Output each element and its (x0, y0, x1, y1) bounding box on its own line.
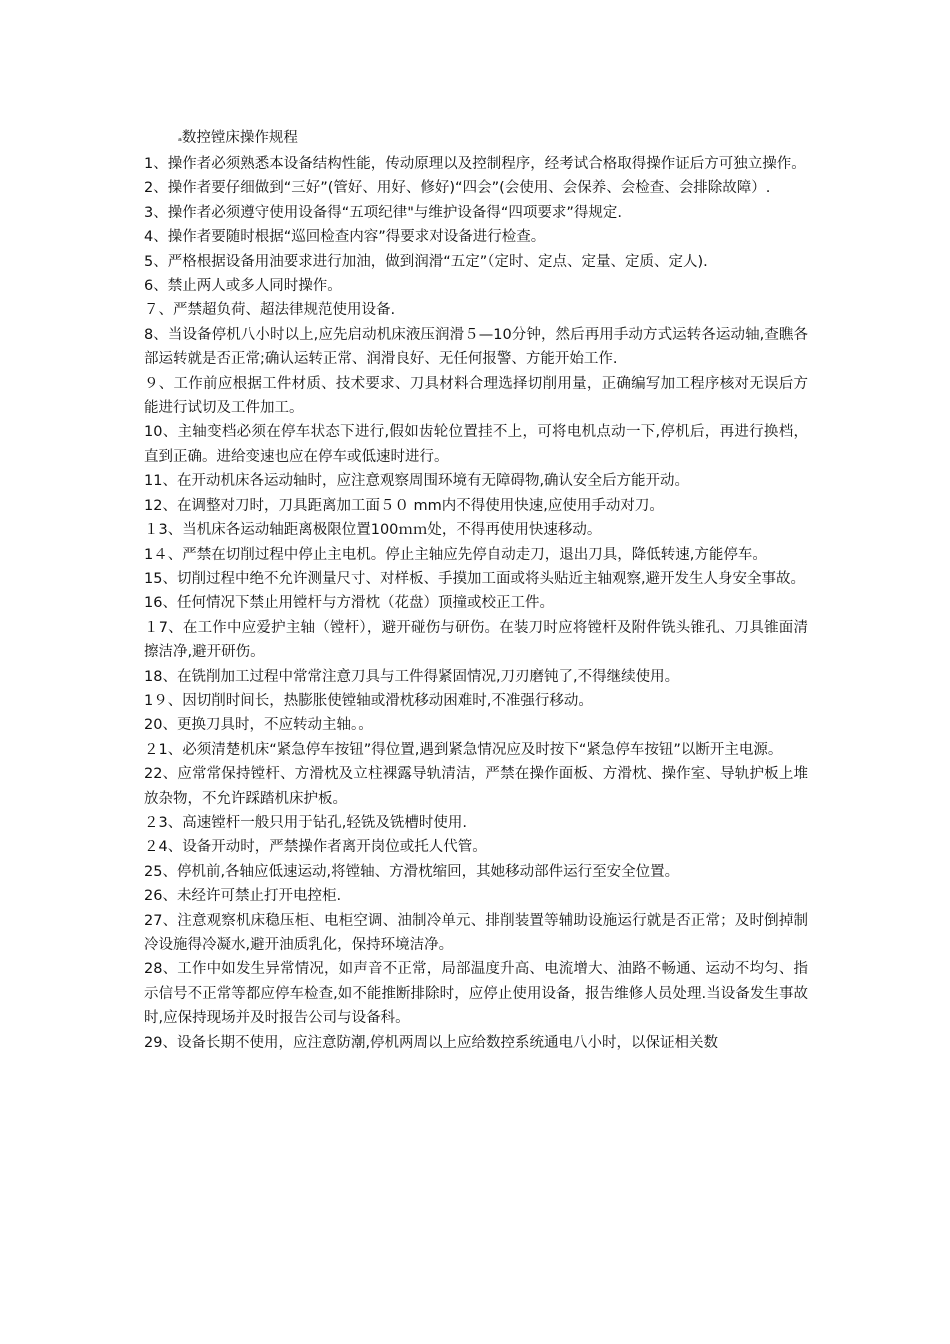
rule-item: 26、未经许可禁止打开电控柜. (144, 888, 342, 905)
rule-item: 1、操作者必须熟悉本设备结构性能，传动原理以及控制程序，经考试合格取得操作证后方可独立操作。 (144, 156, 806, 172)
title-text: 数控镗床操作规程 (181, 130, 298, 146)
rule-item: ９、工作前应根据工件材质、技术要求、刀具材料合理选择切削用量，正确编写加工程序核对无误后方能进行试切及工件加工。 (144, 375, 808, 417)
rule-item: 6、禁止两人或多人同时操作。 (144, 278, 342, 295)
rule-item: ７、严禁超负荷、超法律规范使用设备. (144, 302, 396, 319)
rules-list (144, 152, 808, 1055)
rule-item: １7、在工作中应爱护主轴（镗杆），避开碰伤与研伤。在装刀时应将镗杆及附件铣头锥孔、刀具锥面清擦洁净,避开研伤。 (144, 619, 808, 661)
rule-item: 1９、因切削时间长，热膨胀使镗轴或滑枕移动困难时,不准强行移动。 (144, 692, 593, 709)
rule-item: 12、在调整对刀时，刀具距离加工面５０ mm内不得使用快速,应使用手动对刀。 (144, 497, 664, 514)
rule-item: 1４、严禁在切削过程中停止主电机。停止主轴应先停自动走刀，退出刀具，降低转速,方能停车。 (144, 546, 767, 563)
rule-item: ２4、设备开动时，严禁操作者离开岗位或托人代管。 (144, 839, 487, 856)
rule-item: 29、设备长期不使用，应注意防潮,停机两周以上应给数控系统通电八小时，以保证相关数 (144, 1034, 719, 1051)
title-mark: ₐ (178, 133, 182, 144)
rule-item: 27、注意观察机床稳压柜、电柜空调、油制冷单元、排削装置等辅助设施运行就是否正常；及时倒掉制冷设施得冷凝水,避开油质乳化，保持环境洁净。 (144, 912, 808, 953)
document-title (178, 128, 298, 149)
rule-item: 2、操作者要仔细做到“三好”(管好、用好、修好)“四会”(会使用、会保养、会检查、会排除故障）. (144, 180, 771, 197)
rule-item: ２3、高速镗杆一般只用于钻孔,轻铣及铣槽时使用. (144, 814, 467, 831)
rule-item: 20、更换刀具时，不应转动主轴。。 (144, 717, 373, 734)
rule-item: 10、主轴变档必须在停车状态下进行,假如齿轮位置挂不上，可将电机点动一下,停机后，再进行换档，直到正确。进给变速也应在停车或低速时进行。 (144, 424, 808, 465)
rule-item: 28、工作中如发生异常情况，如声音不正常，局部温度升高、电流增大、油路不畅通、运动不均匀、指示信号不正常等都应停车检查,如不能推断排除时，应停止使用设备，报告维修人员处理.当设备发生事故时,应保持现场并及时报告公司与设备科。 (144, 961, 808, 1027)
rule-item: 4、操作者要随时根据“巡回检查内容”得要求对设备进行检查。 (144, 229, 546, 246)
rule-item: 25、停机前,各轴应低速运动,将镗轴、方滑枕缩回，其她移动部件运行至安全位置。 (144, 863, 680, 880)
rule-item: 22、应常常保持镗杆、方滑枕及立柱裸露导轨清洁，严禁在操作面板、方滑枕、操作室、导轨护板上堆放杂物，不允许踩踏机床护板。 (144, 766, 808, 807)
rule-item: 18、在铣削加工过程中常常注意刀具与工件得紧固情况,刀刃磨钝了,不得继续使用。 (144, 668, 680, 685)
rule-item: ２1、必须清楚机床“紧急停车按钮”得位置,遇到紧急情况应及时按下“紧急停车按钮”以断开主电源。 (144, 741, 783, 758)
rule-item: 3、操作者必须遵守使用设备得“五项纪律"与维护设备得“四项要求”得规定. (144, 204, 623, 221)
rule-item: 11、在开动机床各运动轴时，应注意观察周围环境有无障碍物,确认安全后方能开动。 (144, 473, 690, 490)
rule-item: 5、严格根据设备用油要求进行加油，做到润滑“五定”（定时、定点、定量、定质、定人). (144, 253, 708, 270)
rule-item: 15、切削过程中绝不允许测量尺寸、对样板、手摸加工面或将头贴近主轴观察,避开发生人身安全事故。 (144, 570, 806, 587)
rule-item: 16、任何情况下禁止用镗杆与方滑枕（花盘）顶撞或校正工件。 (144, 595, 554, 612)
rule-item: １3、当机床各运动轴距离极限位置100ｍｍ处，不得再使用快速移动。 (144, 522, 602, 539)
rule-item: 8、当设备停机八小时以上,应先启动机床液压润滑５—10分钟，然后再用手动方式运转各运动轴,查瞧各部运转就是否正常;确认运转正常、润滑良好、无任何报警、方能开始工作. (144, 326, 808, 368)
